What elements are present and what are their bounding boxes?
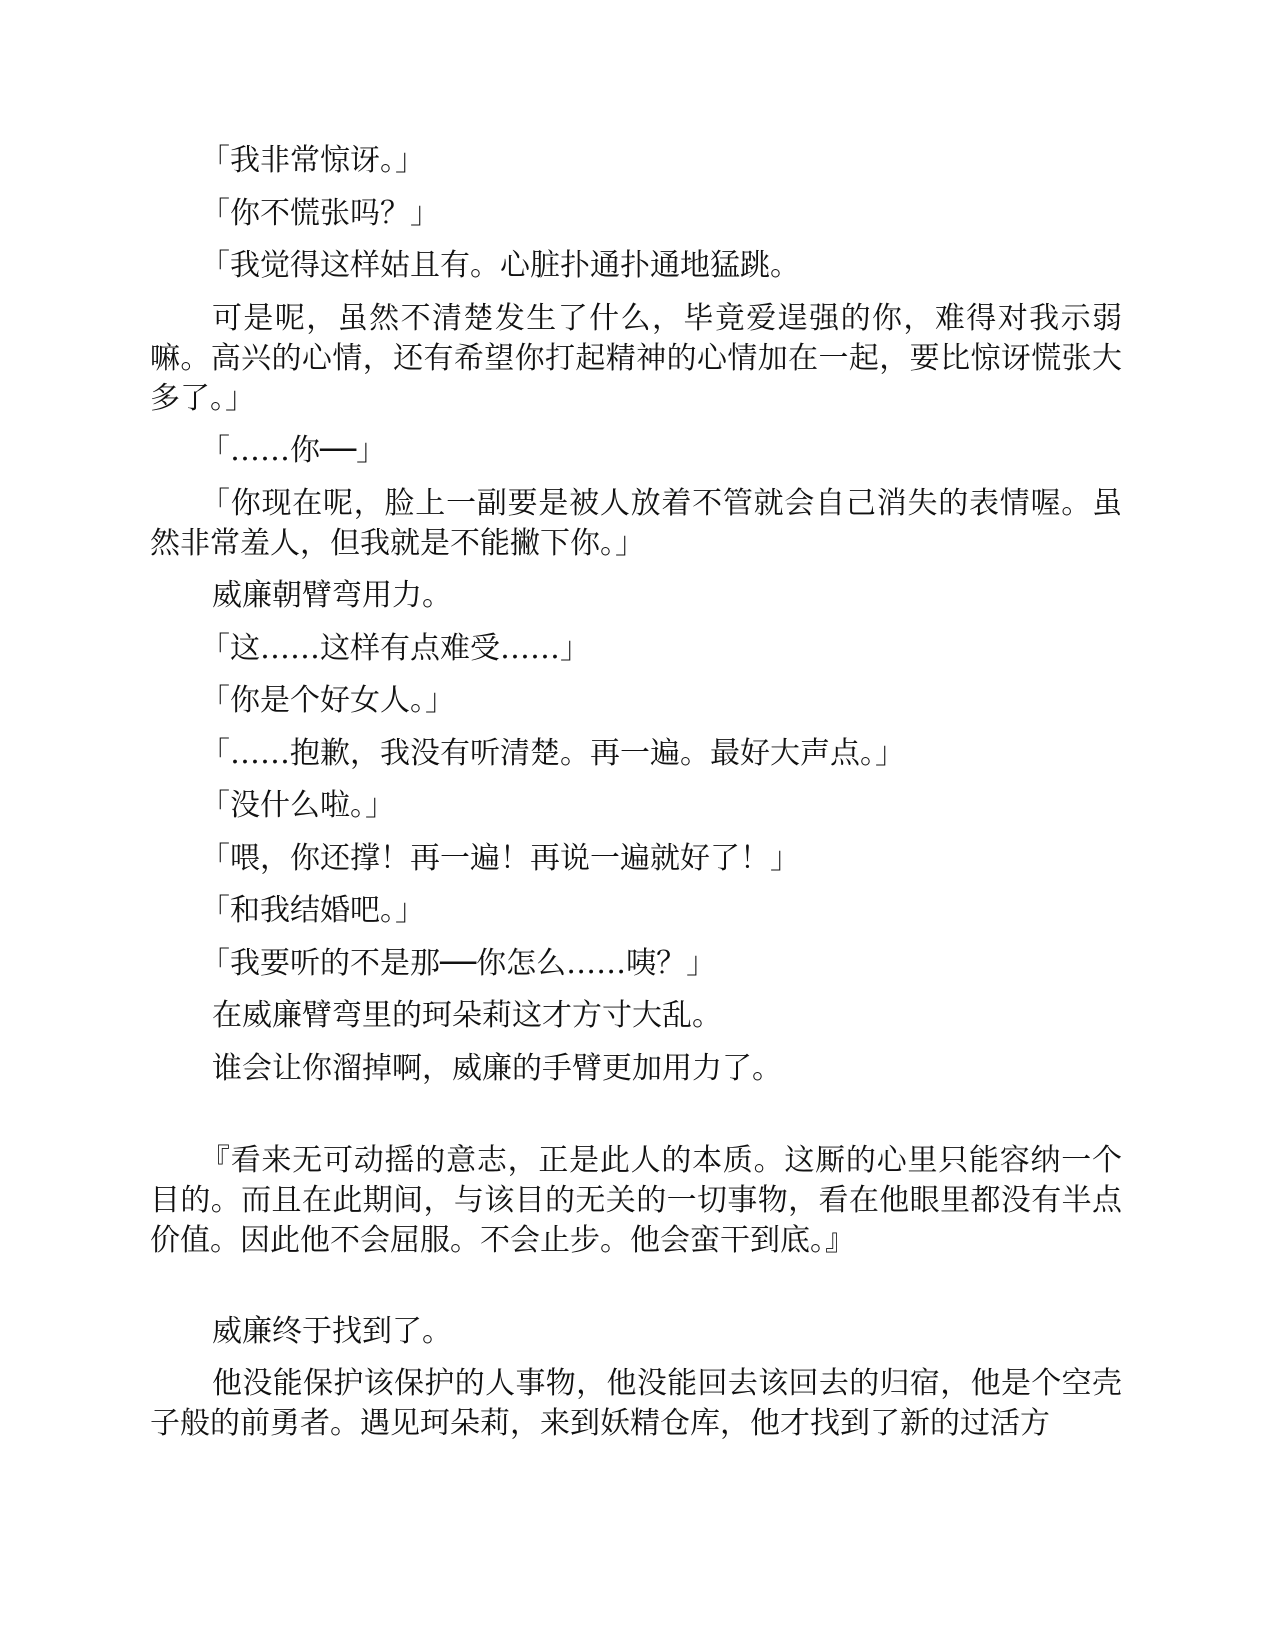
dialogue-line: 「我觉得这样姑且有。心脏扑通扑通地猛跳。 [200, 248, 800, 283]
narration-line: 威廉朝臂弯用力。 [212, 578, 452, 613]
dialogue-line: 「喂，你还撑！再一遍！再说一遍就好了！」 [200, 840, 800, 876]
body-paragraph: 他没能保护该保护的人事物，他没能回去该回去的归宿，他是个空壳子般的前勇者。遇见珂朵莉，来到妖精仓库，他才找到了新的过活方 [150, 1366, 1122, 1441]
dialogue-line: 「你不慌张吗？」 [200, 195, 440, 231]
dialogue-line: 「这……这样有点难受……」 [200, 630, 590, 666]
document-page [150, 141, 1122, 1457]
section-break [150, 1101, 1122, 1141]
dialogue-line: 「……你──」 [200, 433, 387, 468]
dialogue-line: 「我非常惊讶。」 [200, 143, 425, 178]
dialogue-line: 「你现在呢，脸上一副要是被人放着不管就会自己消失的表情喔。虽然非常羞人，但我就是不能撇下你。」 [150, 485, 1122, 561]
section-break [150, 1274, 1122, 1312]
dialogue-line: 「我要听的不是那──你怎么……咦？」 [200, 945, 717, 981]
body-paragraph: 可是呢，虽然不清楚发生了什么，毕竟爱逞强的你，难得对我示弱嘛。高兴的心情，还有希望你打起精神的心情加在一起，要比惊讶慌张大多了。」 [150, 300, 1122, 416]
dialogue-line: 「……抱歉，我没有听清楚。再一遍。最好大声点。」 [200, 735, 905, 771]
narration-line: 谁会让你溜掉啊，威廉的手臂更加用力了。 [212, 1050, 782, 1086]
dialogue-line: 「和我结婚吧。」 [200, 893, 425, 928]
quoted-passage: 『看来无可动摇的意志，正是此人的本质。这厮的心里只能容纳一个目的。而且在此期间，与该目的无关的一切事物，看在他眼里都没有半点价值。因此他不会屈服。不会止步。他会蛮干到底。』 [150, 1143, 1122, 1258]
narration-line: 威廉终于找到了。 [212, 1313, 452, 1349]
narration-line: 在威廉臂弯里的珂朵莉这才方寸大乱。 [212, 998, 722, 1033]
dialogue-line: 「没什么啦。」 [200, 788, 395, 823]
dialogue-line: 「你是个好女人。」 [200, 683, 455, 718]
